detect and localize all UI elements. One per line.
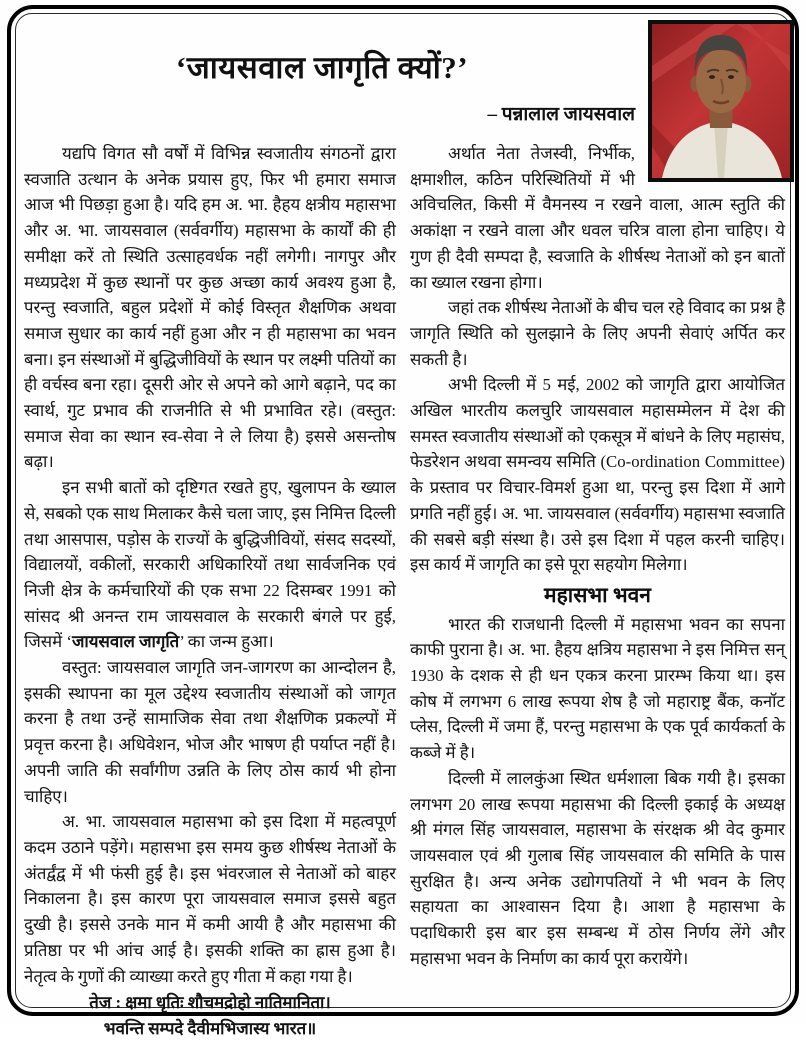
paragraph-meeting-1991 [24,475,396,655]
article-title: ‘जायसवाल जागृति क्यों?’ [175,50,469,85]
paragraph-bhavan-fund: भारत की राजधानी दिल्ली में महासभा भवन का सपना काफी पुराना है। अ. भा. हैहय क्षत्रिय महासभा ने इस निमित्त सन् 1930 के दशक से ही धन एकत्र करना प्रारम्भ किया था। इस कोष में लगभग 6 लाख रूपया शेष है जो महाराष्ट्र बैंक, कनॉट प्लेस, दिल्ली में जमा हैं, परन्तु महासभा के एक पूर्व कार्यकर्ता के कब्जे में है। [410,614,785,763]
paragraph-intro: यद्यपि विगत सौ वर्षों में विभिन्न स्वजातीय संगठनों द्वारा स्वजाति उत्थान के अनेक प्रयास हुए, फिर भी हमारा समाज आज भी पिछड़ा हुआ है। यदि हम अ. भा. हैहय क्षत्रीय महासभा और अ. भा. जायसवाल (सर्ववर्गीय) महासभा के कार्यों की ही समीक्षा करें तो स्थिति उत्साहवर्धक नहीं लगेगी। नागपुर और मध्यप्रदेश में कुछ स्थानों पर कुछ अच्छा कार्य अवश्य हुआ है, परन्तु स्वजाति, बहुल प्रदेशों में कोई विस्तृत शैक्षणिक अथवा समाज सुधार का कार्य नहीं हुआ और न ही महासभा का भवन बना। इन संस्थाओं में बुद्धिजीवियों के स्थान पर लक्ष्मी पतियों का ही वर्चस्व बना रहा। दूसरी ओर से अपने को आगे बढ़ाने, पद का स्वार्थ, गुट प्रभाव की राजनीति से भी प्रभावित रहे। (वस्तुत: समाज सेवा का स्थान स्व-सेवा ने ले लिया है) इससे असन्तोष बढ़ा। [24,144,396,472]
gita-verse [24,990,396,1041]
paragraph-movement-purpose: वस्तुत: जायसवाल जागृति जन-जागरण का आन्दोलन है, इसकी स्थापना का मूल उद्देश्य स्वजातीय संस्थाओं को जागृत करना है तथा उन्हें सामाजिक सेवा तथा शैक्षणिक प्रकल्पों में प्रवृत्त करना है। अधिवेशन, भोज और भाषण ही पर्याप्त नहीं है। अपनी जाति की सर्वांगीण उन्नति के लिए ठोस कार्य भी होना चाहिए। [24,658,396,806]
article-byline: – पन्नालाल जायसवाल [487,104,635,125]
paragraph-meeting-text-post: ’ का जन्म हुआ। [179,632,274,652]
photo-text-wrap-spacer [635,141,785,183]
right-column [410,141,785,972]
paragraph-leader-qualities: अर्थात नेता तेजस्वी, निर्भीक, क्षमाशील, कठिन परिस्थितियों में भी अविचलित, किसी में वैमनस्य न रखने वाला, आत्म स्तुति की अकांक्षा न रखने वाला और धवल चरित्र वाला होना चाहिए। ये गुण ही दैवी सम्पदा है, स्वजाति के शीर्षस्थ नेताओं को इन बातों का ख्याल रखना होगा। [410,144,785,292]
paragraph-mahasabha-steps: अ. भा. जायसवाल महासभा को इस दिशा में महत्वपूर्ण कदम उठाने पड़ेंगे। महासभा इस समय कुछ शीर्षस्थ नेताओं के अंतर्द्वंद्व में भी फंसी हुई है। इस भंवरजाल से नेताओं को बाहर निकालना है। इस कारण पूरा जायसवाल समाज इससे बहुत दुखी है। इससे उनके मान में कमी आयी है और महासभा की प्रतिष्ठा पर भी आंच आई है। इसकी शक्ति का ह्रास हुआ है। नेतृत्व के गुणों की व्याख्या करते हुए गीता में कहा गया है। [24,812,396,986]
paragraph-dharamshala: दिल्ली में लालकुंआ स्थित धर्मशाला बिक गयी है। इसका लगभग 20 लाख रूपया महासभा की दिल्ली इकाई के अध्यक्ष श्री मंगल सिंह जायसवाल, महासभा के संरक्षक श्री वेद कुमार जायसवाल एवं श्री गुलाब सिंह जायसवाल की समिति के पास सुरक्षित है। अन्य अनेक उद्योगपतियों ने भी भवन के लिए सहायता का आश्वासन दिया है। आशा है महासभा के पदाधिकारी इस बार इस सम्बन्ध में ठोस निर्णय लेंगे और महासभा भवन के निर्माण का कार्य पूरा करायेंगे। [410,768,785,968]
gita-verse-line-2: भवन्ति सम्पदे दैवीमभिजास्य भारत॥ [103,1018,317,1038]
paragraph-mahasammelan-2002: अभी दिल्ली में 5 मई, 2002 को जागृति द्वारा आयोजित अखिल भारतीय कलचुरि जायसवाल महासम्मेलन में देश की समस्त स्वजातीय संस्थाओं को एकसूत्र में बांधने के लिए महासंघ, फेडरेशन अथवा समन्वय समिति (Co-ordination Committee) के प्रस्ताव पर विचार-विमर्श हुआ था, परन्तु इस दिशा में आगे प्रगति नहीं हुई। अ. भा. जायसवाल (सर्ववर्गीय) महासभा स्वजाति की सबसे बड़ी संस्था है। उसे इस दिशा में पहल करनी चाहिए। इस कार्य में जागृति का इसे पूरा सहयोग मिलेगा। [410,375,785,575]
jaiswal-jagriti-bold: जायसवाल जागृति [71,632,180,652]
left-column [24,141,396,1042]
section-heading-mahasabha-bhavan: महासभा भवन [544,582,651,607]
gita-verse-line-1: तेज : क्षमा धृतिः शौचमद्रोहो नातिमानिता। [89,993,331,1013]
paragraph-dispute: जहां तक शीर्षस्थ नेताओं के बीच चल रहे विवाद का प्रश्न है जागृति स्थिति को सुलझाने के लिए अपनी सेवाएं अर्पित कर सकती है। [410,298,785,369]
paragraph-meeting-text-pre: इन सभी बातों को दृष्टिगत रखते हुए, खुलापन के ख्याल से, सबको एक साथ मिलाकर कैसे चला जाए, इस निमित्त दिल्ली तथा आसपास, पड़ोस के राज्यों के बुद्धिजीवियों, संसद सदस्यों, विद्यालयों, वकीलों, सरकारी अधिकारियों तथा सार्वजनिक एवं निजी क्षेत्र के कर्मचारियों की एक सभा 22 दिसम्बर 1991 को सांसद श्री अनन्त राम जायसवाल के सरकारी बंगले पर हुई, जिसमें ‘ [24,478,396,652]
